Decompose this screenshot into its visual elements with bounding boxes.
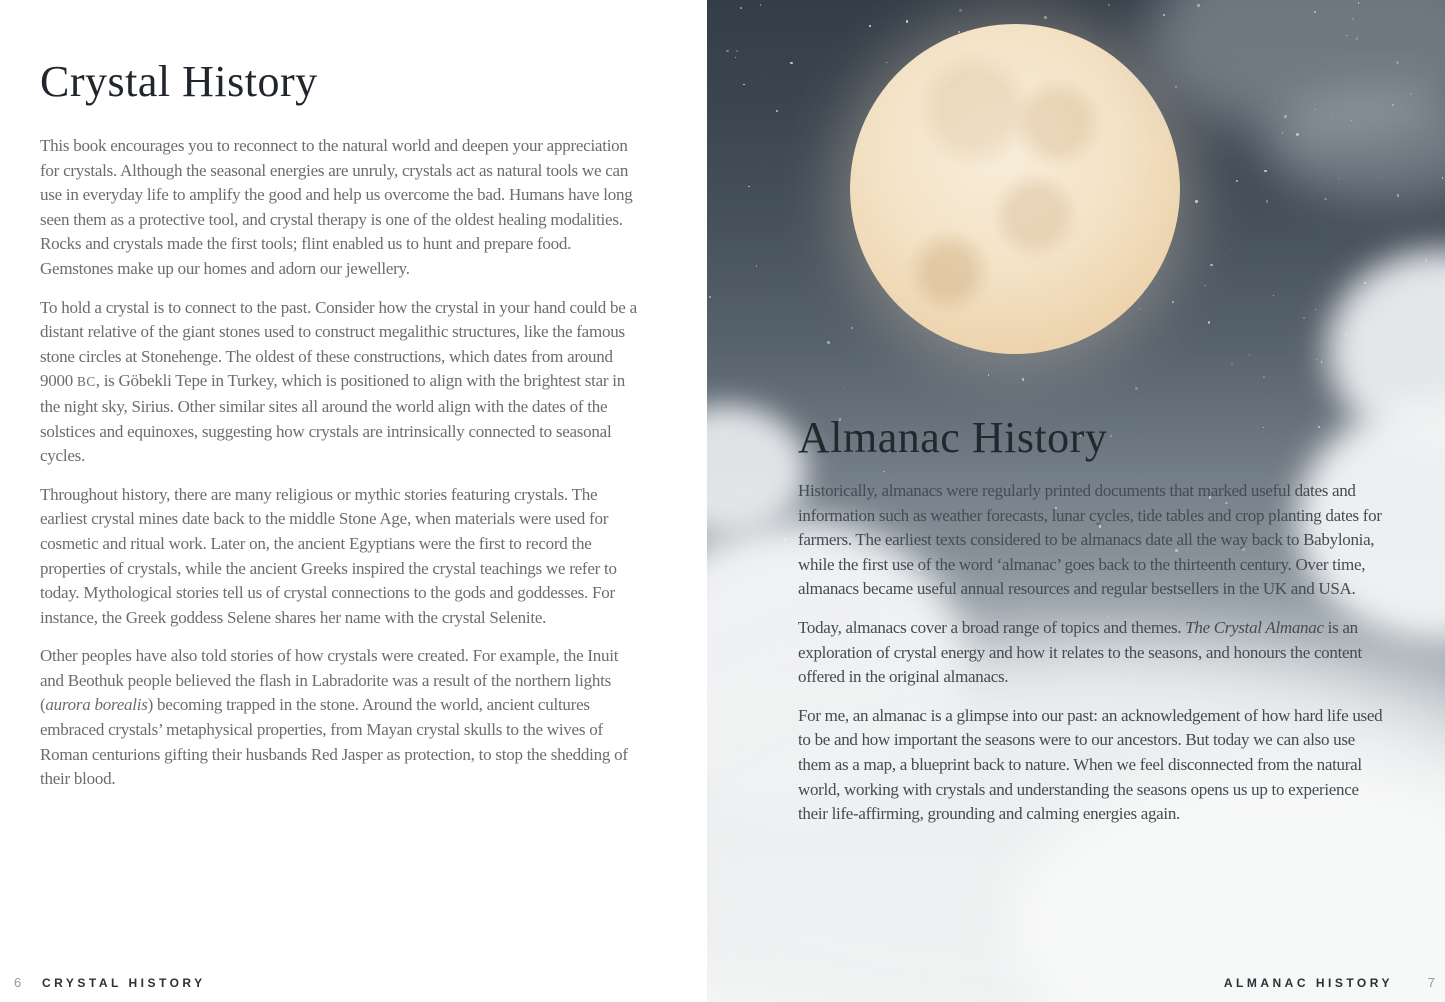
paragraph: This book encourages you to reconnect to the natural world and deepen your appreciation for crystals. Although the seasonal energies are unruly, crystals act as natural tools we can use in everyday life to amplify the good and help us overcome the bad. Humans have long seen them as a protective tool, and crystal therapy is one of the oldest healing modalities. Rocks and crystals made the first tools; flint enabled us to hunt and prepare food. Gemstones make up our homes and adorn our jewellery. [40,136,633,278]
paragraph: Other peoples have also told stories of how crystals were created. For example, the Inuit and Beothuk people believed the flash in Labradorite was a result of the northern lights (aurora borealis) becoming trapped in the stone. Around the world, ancient cultures embraced crystals’ metaphysical properties, from Mayan crystal skulls to the wives of Roman centurions gifting their husbands Red Jasper as protection, to stop the shedding of their blood. [40,646,628,789]
paragraph: For me, an almanac is a glimpse into our past: an acknowledgement of how hard life used to be and how important the seasons were to our ancestors. But today we can also use them as a map, a blueprint back to nature. When we feel disconnected from the natural world, working with crystals and understanding the seasons opens us up to experience their life-affirming, grounding and calming energies again. [798,705,1383,824]
right-page-content [798,412,1388,841]
left-page-body [40,134,644,806]
left-page-title: Crystal History [40,57,318,106]
running-header: ALMANAC HISTORY [1223,976,1393,990]
right-page-body [798,479,1388,827]
right-page-title: Almanac History [798,413,1108,462]
page-number: 7 [1427,975,1435,990]
running-header: CRYSTAL HISTORY [42,976,206,990]
paragraph: Historically, almanacs were regularly printed documents that marked useful dates and information such as weather forecasts, lunar cycles, tide tables and crop planting dates for farmers. The earliest texts considered to be almanacs date all the way back to Babylonia, while the first use of the word ‘almanac’ goes back to the thirteenth century. Over time, almanacs became useful annual resources and regular bestsellers in the UK and USA. [798,481,1382,599]
left-page [0,0,707,1002]
paragraph: Throughout history, there are many religious or mythic stories featuring crystals. The earliest crystal mines date back to the middle Stone Age, when materials were used for cosmetic and ritual work. Later on, the ancient Egyptians were the first to record the properties of crystals, while the ancient Greeks inspired the crystal teachings we refer to today. Mythological stories tell us of crystal connections to the gods and goddesses. For instance, the Greek goddess Selene shares her name with the crystal Selenite. [40,484,617,627]
page-number: 6 [14,975,22,990]
full-moon-image [850,24,1180,354]
right-page [707,0,1445,1002]
paragraph: Today, almanacs cover a broad range of topics and themes. The Crystal Almanac is an exploration of crystal energy and how it relates to the seasons, and honours the content offered in the original almanacs. [798,617,1362,687]
paragraph: To hold a crystal is to connect to the past. Consider how the crystal in your hand could be a distant relative of the giant stones used to construct megalithic structures, like the famous stone circles at Stonehenge. The oldest of these constructions, which dates from around 9000 BC, is Göbekli Tepe in Turkey, which is positioned to align with the brightest star in the night sky, Sirius. Other similar sites all around the world align with the dates of the solstices and equinoxes, suggesting how crystals are intrinsically connected to seasonal cycles. [40,297,637,466]
